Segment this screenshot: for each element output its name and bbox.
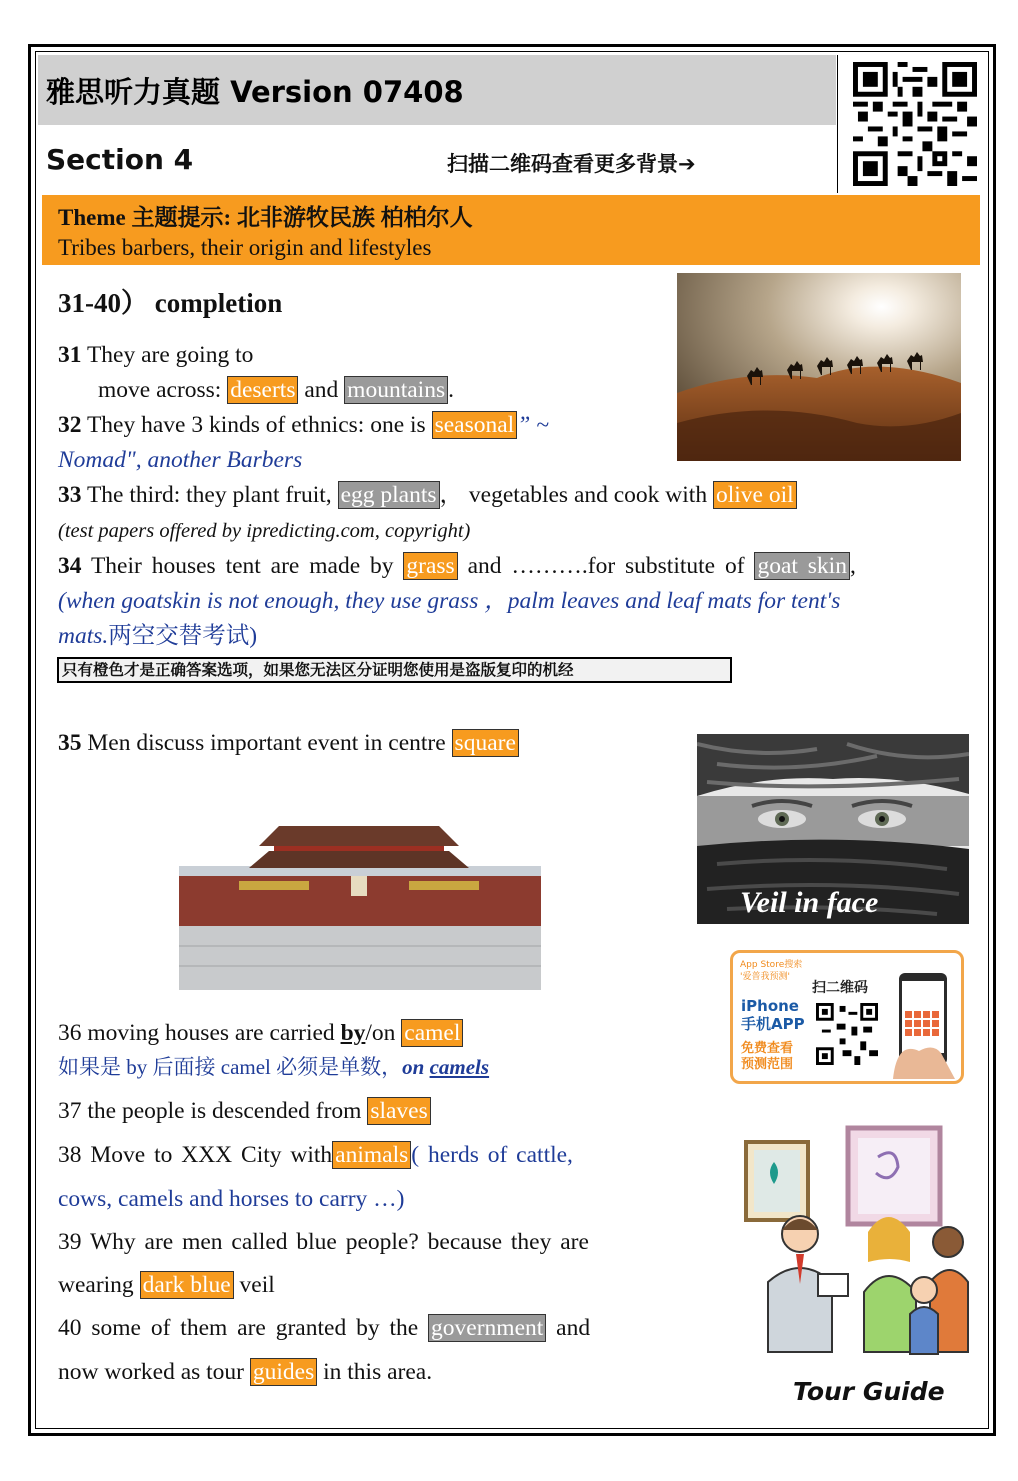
tour-guide-caption: Tour Guide: [793, 1377, 945, 1406]
tour-guide-illustration: [738, 1122, 970, 1362]
copyright-note: (test papers offered by ipredicting.com, copyright): [58, 520, 471, 542]
answer-animals: animals: [332, 1141, 411, 1169]
q37-line: 37 the people is descended from slaves: [58, 1097, 431, 1125]
answer-deserts: deserts: [227, 376, 298, 404]
theme-chinese: 北非游牧民族 柏柏尔人: [236, 205, 473, 230]
header-divider: [837, 55, 838, 193]
q38-line2: cows, camels and horses to carry …): [58, 1186, 405, 1212]
distractor-egg-plants: egg plants: [338, 481, 440, 509]
distractor-government: government: [428, 1314, 546, 1342]
answer-olive-oil: olive oil: [713, 481, 797, 509]
q31-line1: 31 They are going to: [58, 342, 254, 368]
answer-grass: grass: [403, 552, 457, 580]
theme-label: Theme 主题提示:: [58, 205, 232, 230]
desert-camel-caravan-image: [677, 273, 961, 461]
q39-line2: wearing dark blue veil: [58, 1272, 275, 1298]
answer-camel: camel: [401, 1019, 463, 1047]
q34-note-line2: mats.两空交替考试): [58, 623, 258, 649]
tiananmen-square-image: [179, 806, 541, 990]
q34-note-line1: (when goatskin is not enough, they use grass ，palm leaves and leaf mats for tent's: [58, 588, 841, 614]
q31-line2: move across: deserts and mountains .: [98, 377, 454, 403]
q32-line2: Nomad", another Barbers: [58, 447, 303, 473]
app-advertisement[interactable]: App Store搜索 '爱普我预测' 扫二维码 iPhone 手机APP 免费查看 预测范围: [730, 950, 964, 1084]
theme-heading: [58, 199, 473, 232]
answer-square: square: [452, 729, 519, 757]
answer-color-notice: 只有橙色才是正确答案选项，如果您无法区分证明您使用是盗版复印的机经: [57, 657, 732, 683]
task-heading: 31-40） completion: [58, 288, 283, 318]
section-label: Section 4: [46, 143, 194, 176]
q40-line2: now worked as tour guides in this area.: [58, 1359, 433, 1385]
q36-note: 如果是 by 后面接 camel 必须是单数，on camels: [58, 1055, 490, 1079]
theme-english: Tribes barbers, their origin and lifestyles: [58, 235, 432, 260]
scan-prompt: 扫描二维码查看更多背景➔: [447, 152, 696, 176]
q35-line: 35 Men discuss important event in centre square: [58, 729, 519, 757]
q34-line1: 34 Their houses tent are made by grass and ……….for substitute of goat skin ,: [58, 553, 856, 579]
app-qr-code-icon[interactable]: [816, 1003, 878, 1065]
distractor-goat-skin: goat skin: [754, 552, 850, 580]
answer-guides: guides: [250, 1358, 317, 1386]
phone-icon: [893, 971, 955, 1079]
veil-caption: Veil in face: [740, 886, 879, 919]
q38-line1: 38 Move to XXX City with animals ( herds of cattle,: [58, 1142, 573, 1168]
answer-dark-blue: dark blue: [140, 1271, 234, 1299]
q39-line1: 39 Why are men called blue people? because they are: [58, 1229, 589, 1255]
q33-line1: 33 The third: they plant fruit, egg plants ， vegetables and cook with olive oil: [58, 481, 797, 509]
page-title: 雅思听力真题 Version 07408: [46, 75, 464, 109]
answer-seasonal: seasonal: [432, 411, 518, 439]
q36-line: 36 moving houses are carried by/on camel: [58, 1019, 463, 1047]
q40-line1: 40 some of them are granted by the government and: [58, 1315, 591, 1341]
distractor-mountains: mountains: [344, 376, 448, 404]
qr-code-icon[interactable]: [853, 62, 977, 186]
q32-line1: 32 They have 3 kinds of ethnics: one is seasonal ” ~: [58, 412, 549, 438]
answer-slaves: slaves: [367, 1097, 430, 1125]
